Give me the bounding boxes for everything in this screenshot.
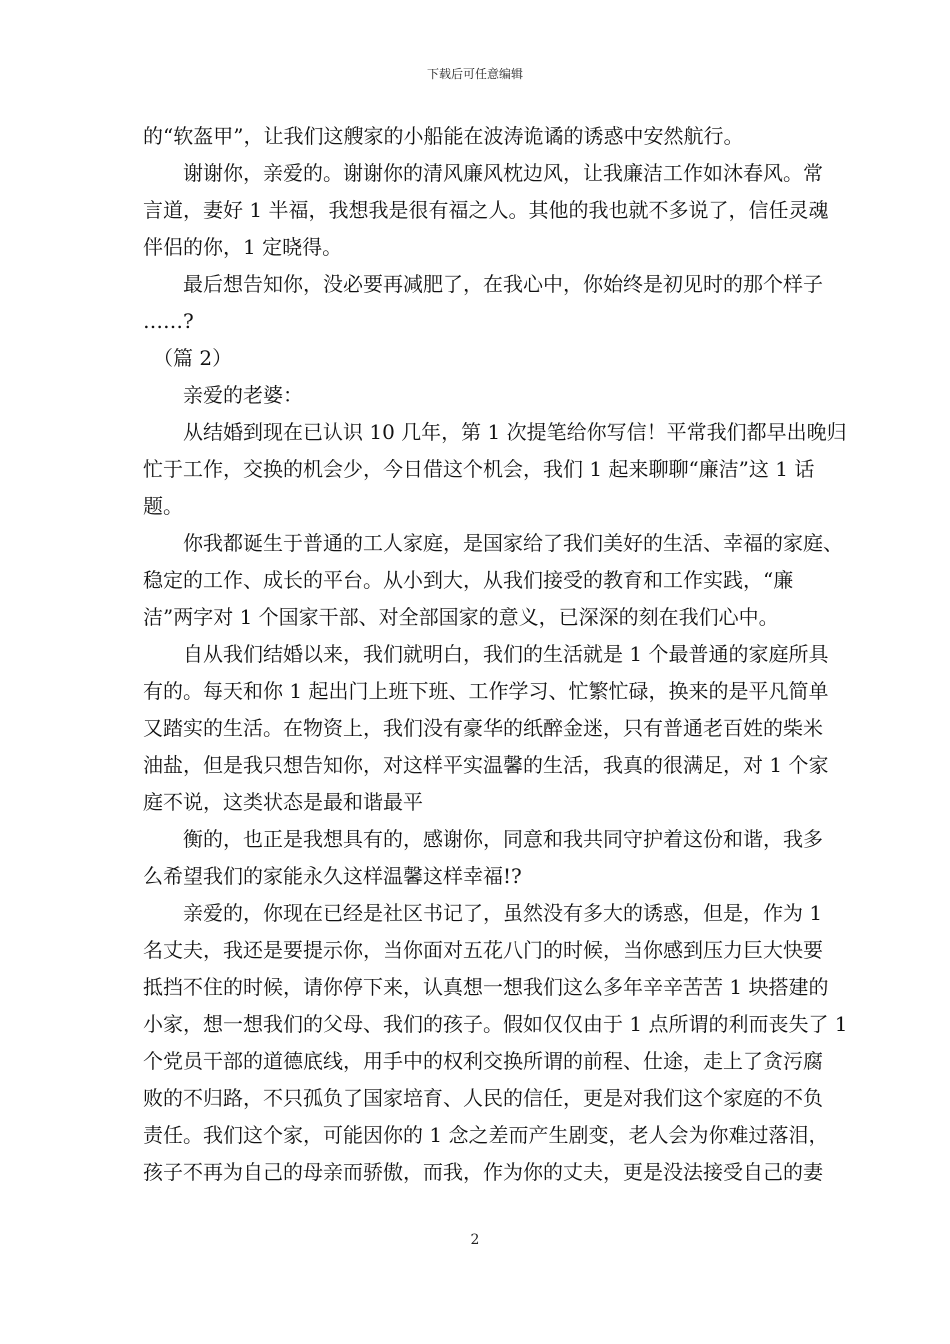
- text-line: 从结婚到现在已认识 10 几年，第 1 次提笔给你写信！平常我们都早出晚归: [143, 420, 847, 444]
- text-line: 有的。每天和你 1 起出门上班下班、工作学习、忙繁忙碌，换来的是平凡简单: [143, 679, 829, 703]
- text-line: 么希望我们的家能永久这样温馨这样幸福!?: [143, 864, 522, 888]
- text-line: ……?: [143, 309, 194, 333]
- text-line: 的“软盔甲”，让我们这艘家的小船能在波涛诡谲的诱惑中安然航行。: [143, 124, 744, 148]
- text-line: 责任。我们这个家，可能因你的 1 念之差而产生剧变，老人会为你难过落泪，: [143, 1123, 829, 1147]
- text-line: 你我都诞生于普通的工人家庭，是国家给了我们美好的生活、幸福的家庭、: [143, 531, 843, 555]
- text-line: 伴侣的你，1 定晓得。: [143, 235, 343, 259]
- text-line: 又踏实的生活。在物资上，我们没有豪华的纸醉金迷，只有普通老百姓的柴米: [143, 716, 823, 740]
- text-line: 稳定的工作、成长的平台。从小到大，从我们接受的教育和工作实践，“廉: [143, 568, 794, 592]
- text-line: 亲爱的，你现在已经是社区书记了，虽然没有多大的诱惑，但是，作为 1: [143, 901, 823, 925]
- text-line: 谢谢你，亲爱的。谢谢你的清风廉风枕边风，让我廉洁工作如沐春风。常: [143, 161, 823, 185]
- text-line: 抵挡不住的时候，请你停下来，认真想一想我们这么多年辛辛苦苦 1 块搭建的: [143, 975, 829, 999]
- text-line: 庭不说，这类状态是最和谐最平: [143, 790, 423, 814]
- text-line: 题。: [143, 494, 183, 518]
- text-line: 油盐，但是我只想告知你，对这样平实温馨的生活，我真的很满足，对 1 个家: [143, 753, 829, 777]
- salutation: 亲爱的老婆：: [143, 383, 303, 407]
- text-line: 个党员干部的道德底线，用手中的权利交换所谓的前程、仕途，走上了贪污腐: [143, 1049, 823, 1073]
- body-text: [143, 118, 848, 1191]
- text-line: 洁”两字对 1 个国家干部、对全部国家的意义，已深深的刻在我们心中。: [143, 605, 779, 629]
- page-number: 2: [470, 1232, 480, 1248]
- text-line: 衡的，也正是我想具有的，感谢你，同意和我共同守护着这份和谐，我多: [143, 827, 823, 851]
- text-line: 小家，想一想我们的父母、我们的孩子。假如仅仅由于 1 点所谓的利而丧失了 1: [143, 1012, 848, 1036]
- text-line: 最后想告知你，没必要再减肥了，在我心中，你始终是初见时的那个样子: [143, 272, 823, 296]
- text-line: 自从我们结婚以来，我们就明白，我们的生活就是 1 个最普通的家庭所具: [143, 642, 829, 666]
- text-line: 败的不归路，不只孤负了国家培育、人民的信任，更是对我们这个家庭的不负: [143, 1086, 823, 1110]
- text-line: 言道，妻好 1 半福，我想我是很有福之人。其他的我也就不多说了，信任灵魂: [143, 198, 829, 222]
- text-line: 忙于工作，交换的机会少，今日借这个机会，我们 1 起来聊聊“廉洁”这 1 话: [143, 457, 815, 481]
- section-heading: （篇 2）: [143, 346, 233, 370]
- text-line: 孩子不再为自己的母亲而骄傲，而我，作为你的丈夫，更是没法接受自己的妻: [143, 1160, 823, 1184]
- page-header: 下载后可任意编辑: [426, 67, 523, 81]
- text-line: 名丈夫，我还是要提示你，当你面对五花八门的时候，当你感到压力巨大快要: [143, 938, 823, 962]
